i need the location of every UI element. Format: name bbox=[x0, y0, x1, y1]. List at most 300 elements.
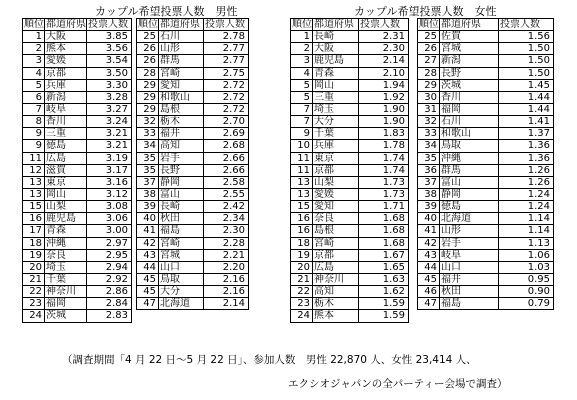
prefecture-cell: 和歌山 bbox=[159, 91, 204, 103]
votes-cell: 2.86 bbox=[87, 286, 132, 298]
votes-cell: 1.59 bbox=[359, 310, 409, 322]
rank-cell: 19 bbox=[23, 249, 45, 261]
votes-cell: 2.97 bbox=[87, 237, 132, 249]
prefecture-cell: 三重 bbox=[313, 91, 359, 103]
table-row bbox=[291, 31, 554, 43]
column-gap bbox=[409, 261, 418, 273]
rank-cell: 34 bbox=[418, 140, 440, 152]
column-gap bbox=[409, 249, 418, 261]
table-row bbox=[291, 79, 554, 91]
column-gap bbox=[409, 273, 418, 285]
prefecture-cell: 富山 bbox=[159, 188, 204, 200]
rank-cell: 16 bbox=[291, 225, 313, 237]
rank-cell: 26 bbox=[418, 43, 440, 55]
votes-cell: 2.20 bbox=[204, 261, 249, 273]
votes-cell: 1.24 bbox=[499, 188, 554, 200]
header-votes: 投票人数 bbox=[87, 19, 132, 31]
votes-cell: 2.95 bbox=[87, 249, 132, 261]
votes-cell: 1.14 bbox=[499, 225, 554, 237]
rank-cell: 47 bbox=[418, 298, 440, 310]
header-rank: 順位 bbox=[419, 19, 439, 31]
prefecture-cell: 岐阜 bbox=[440, 249, 499, 261]
votes-cell: 2.30 bbox=[204, 225, 249, 237]
rank-cell: 20 bbox=[23, 261, 45, 273]
prefecture-cell: 埼玉 bbox=[313, 103, 359, 115]
column-gap bbox=[409, 201, 418, 213]
votes-cell: 2.75 bbox=[204, 67, 249, 79]
prefecture-cell: 山口 bbox=[440, 261, 499, 273]
male-ranking-table bbox=[22, 18, 249, 323]
prefecture-cell: 山形 bbox=[159, 43, 204, 55]
table-row bbox=[23, 152, 249, 164]
rank-cell: 28 bbox=[137, 67, 159, 79]
rank-cell: 9 bbox=[291, 128, 313, 140]
empty-cell bbox=[137, 310, 159, 322]
votes-cell: 1.92 bbox=[359, 91, 409, 103]
votes-cell: 3.30 bbox=[87, 79, 132, 91]
table-row bbox=[291, 310, 554, 322]
prefecture-cell: 富山 bbox=[440, 176, 499, 188]
votes-cell: 1.90 bbox=[359, 116, 409, 128]
prefecture-cell: 大阪 bbox=[313, 43, 359, 55]
prefecture-cell: 徳島 bbox=[440, 201, 499, 213]
table-row bbox=[23, 164, 249, 176]
votes-cell: 2.72 bbox=[204, 79, 249, 91]
votes-cell: 3.16 bbox=[87, 176, 132, 188]
rank-cell: 21 bbox=[291, 273, 313, 285]
prefecture-cell: 熊本 bbox=[45, 43, 87, 55]
votes-cell: 1.74 bbox=[359, 152, 409, 164]
votes-cell: 1.90 bbox=[359, 103, 409, 115]
table-row bbox=[23, 67, 249, 79]
votes-cell: 0.79 bbox=[499, 298, 554, 310]
prefecture-cell: 鹿児島 bbox=[313, 55, 359, 67]
rank-cell: 10 bbox=[291, 140, 313, 152]
votes-cell: 2.69 bbox=[204, 128, 249, 140]
header-rank: 順位 bbox=[24, 19, 44, 31]
votes-cell: 1.67 bbox=[359, 249, 409, 261]
prefecture-cell: 宮崎 bbox=[159, 67, 204, 79]
prefecture-cell: 宮城 bbox=[440, 43, 499, 55]
rank-cell: 8 bbox=[23, 116, 45, 128]
column-gap bbox=[409, 213, 418, 225]
table-row bbox=[291, 237, 554, 249]
prefecture-cell: 岡山 bbox=[45, 188, 87, 200]
prefecture-cell: 京都 bbox=[313, 164, 359, 176]
votes-cell: 1.62 bbox=[359, 286, 409, 298]
votes-cell: 1.24 bbox=[499, 201, 554, 213]
rank-cell: 16 bbox=[291, 213, 313, 225]
votes-cell: 2.72 bbox=[204, 103, 249, 115]
votes-cell: 2.31 bbox=[359, 31, 409, 43]
column-gap bbox=[409, 67, 418, 79]
prefecture-cell: 岡山 bbox=[313, 79, 359, 91]
table-row bbox=[23, 213, 249, 225]
rank-cell: 17 bbox=[23, 225, 45, 237]
votes-cell: 1.26 bbox=[499, 176, 554, 188]
prefecture-cell: 福島 bbox=[440, 298, 499, 310]
votes-cell: 1.73 bbox=[359, 188, 409, 200]
prefecture-cell: 青森 bbox=[313, 67, 359, 79]
prefecture-cell: 岐阜 bbox=[45, 103, 87, 115]
prefecture-cell: 愛知 bbox=[313, 201, 359, 213]
votes-cell: 3.85 bbox=[87, 31, 132, 43]
female-table-title: カップル希望投票人数 女性 bbox=[354, 5, 497, 18]
rank-cell: 34 bbox=[137, 140, 159, 152]
votes-cell: 1.63 bbox=[359, 273, 409, 285]
table-row bbox=[23, 201, 249, 213]
table-row bbox=[291, 103, 554, 115]
rank-cell: 29 bbox=[418, 79, 440, 91]
prefecture-cell: 秋田 bbox=[159, 213, 204, 225]
rank-cell: 41 bbox=[418, 225, 440, 237]
rank-cell: 23 bbox=[291, 298, 313, 310]
rank-cell: 35 bbox=[418, 152, 440, 164]
female-ranking-table bbox=[290, 18, 554, 323]
table-row bbox=[291, 225, 554, 237]
prefecture-cell: 北海道 bbox=[159, 298, 204, 310]
rank-cell: 9 bbox=[23, 140, 45, 152]
male-table-title: カップル希望投票人数 男性 bbox=[95, 5, 238, 18]
votes-cell: 1.78 bbox=[359, 140, 409, 152]
column-gap bbox=[409, 298, 418, 310]
prefecture-cell: 長野 bbox=[159, 164, 204, 176]
votes-cell: 2.68 bbox=[204, 140, 249, 152]
table-row bbox=[23, 286, 249, 298]
votes-cell: 2.78 bbox=[204, 31, 249, 43]
prefecture-cell: 茨城 bbox=[440, 79, 499, 91]
votes-cell: 2.72 bbox=[204, 91, 249, 103]
prefecture-cell: 島根 bbox=[159, 103, 204, 115]
rank-cell: 7 bbox=[291, 103, 313, 115]
table-row bbox=[291, 55, 554, 67]
rank-cell: 15 bbox=[291, 201, 313, 213]
prefecture-cell: 高知 bbox=[313, 286, 359, 298]
rank-cell: 13 bbox=[23, 176, 45, 188]
votes-cell: 1.26 bbox=[499, 164, 554, 176]
column-gap bbox=[409, 140, 418, 152]
table-row bbox=[291, 152, 554, 164]
header-votes: 投票人数 bbox=[204, 19, 249, 31]
header-votes: 投票人数 bbox=[499, 19, 554, 31]
rank-cell: 2 bbox=[291, 43, 313, 55]
prefecture-cell: 高知 bbox=[159, 140, 204, 152]
column-gap bbox=[409, 19, 418, 31]
rank-cell: 28 bbox=[418, 67, 440, 79]
table-row bbox=[291, 249, 554, 261]
rank-cell: 38 bbox=[418, 188, 440, 200]
table-row bbox=[291, 176, 554, 188]
prefecture-cell: 宮崎 bbox=[313, 237, 359, 249]
table-row bbox=[291, 164, 554, 176]
votes-cell: 1.50 bbox=[499, 55, 554, 67]
rank-cell: 18 bbox=[23, 237, 45, 249]
prefecture-cell: 山梨 bbox=[45, 201, 87, 213]
table-row bbox=[23, 237, 249, 249]
table-row bbox=[23, 176, 249, 188]
votes-cell: 3.21 bbox=[87, 128, 132, 140]
votes-cell: 2.70 bbox=[204, 116, 249, 128]
votes-cell: 2.14 bbox=[359, 55, 409, 67]
votes-cell: 3.06 bbox=[87, 213, 132, 225]
votes-cell: 2.55 bbox=[204, 188, 249, 200]
prefecture-cell: 青森 bbox=[45, 225, 87, 237]
prefecture-cell: 千葉 bbox=[313, 128, 359, 140]
prefecture-cell: 愛媛 bbox=[45, 55, 87, 67]
rank-cell: 20 bbox=[291, 261, 313, 273]
rank-cell: 1 bbox=[291, 31, 313, 43]
table-row bbox=[291, 261, 554, 273]
rank-cell: 13 bbox=[23, 188, 45, 200]
prefecture-cell: 三重 bbox=[45, 128, 87, 140]
prefecture-cell: 福岡 bbox=[45, 298, 87, 310]
rank-cell: 42 bbox=[137, 237, 159, 249]
votes-cell: 1.73 bbox=[359, 176, 409, 188]
votes-cell: 1.37 bbox=[499, 128, 554, 140]
votes-cell: 2.83 bbox=[87, 310, 132, 322]
votes-cell: 2.21 bbox=[204, 249, 249, 261]
rank-cell: 43 bbox=[137, 249, 159, 261]
column-gap bbox=[409, 237, 418, 249]
prefecture-cell: 栃木 bbox=[159, 116, 204, 128]
votes-cell: 1.94 bbox=[359, 79, 409, 91]
prefecture-cell: 静岡 bbox=[159, 176, 204, 188]
rank-cell: 11 bbox=[291, 152, 313, 164]
prefecture-cell: 広島 bbox=[313, 261, 359, 273]
rank-cell: 32 bbox=[137, 116, 159, 128]
prefecture-cell: 石川 bbox=[440, 116, 499, 128]
prefecture-cell: 福井 bbox=[159, 128, 204, 140]
rank-cell: 37 bbox=[418, 176, 440, 188]
votes-cell: 1.68 bbox=[359, 225, 409, 237]
rank-cell: 35 bbox=[137, 164, 159, 176]
votes-cell: 2.30 bbox=[359, 43, 409, 55]
rank-cell: 29 bbox=[137, 103, 159, 115]
prefecture-cell: 長崎 bbox=[313, 31, 359, 43]
column-gap bbox=[409, 164, 418, 176]
rank-cell: 16 bbox=[23, 213, 45, 225]
prefecture-cell: 福岡 bbox=[440, 103, 499, 115]
prefecture-cell: 石川 bbox=[159, 31, 204, 43]
rank-cell: 23 bbox=[23, 298, 45, 310]
votes-cell: 3.08 bbox=[87, 201, 132, 213]
table-row bbox=[291, 67, 554, 79]
votes-cell: 3.19 bbox=[87, 152, 132, 164]
prefecture-cell: 山口 bbox=[159, 261, 204, 273]
votes-cell: 1.36 bbox=[499, 140, 554, 152]
table-row bbox=[291, 128, 554, 140]
table-row bbox=[23, 225, 249, 237]
column-gap bbox=[409, 225, 418, 237]
votes-cell: 2.16 bbox=[204, 286, 249, 298]
table-row bbox=[23, 91, 249, 103]
rank-cell: 30 bbox=[418, 91, 440, 103]
votes-cell: 3.54 bbox=[87, 55, 132, 67]
prefecture-cell: 愛知 bbox=[159, 79, 204, 91]
table-row bbox=[23, 273, 249, 285]
votes-cell: 3.17 bbox=[87, 164, 132, 176]
rank-cell: 4 bbox=[23, 67, 45, 79]
votes-cell: 1.59 bbox=[359, 298, 409, 310]
votes-cell: 2.77 bbox=[204, 43, 249, 55]
votes-cell: 2.66 bbox=[204, 152, 249, 164]
prefecture-cell: 佐賀 bbox=[440, 31, 499, 43]
table-row bbox=[23, 310, 249, 322]
votes-cell: 0.90 bbox=[499, 286, 554, 298]
prefecture-cell: 大阪 bbox=[45, 31, 87, 43]
rank-cell: 15 bbox=[23, 201, 45, 213]
prefecture-cell: 奈良 bbox=[45, 249, 87, 261]
prefecture-cell: 群馬 bbox=[159, 55, 204, 67]
votes-cell: 1.44 bbox=[499, 103, 554, 115]
rank-cell: 24 bbox=[23, 310, 45, 322]
prefecture-cell: 茨城 bbox=[45, 310, 87, 322]
header-prefecture: 都道府県 bbox=[313, 19, 359, 31]
prefecture-cell: 新潟 bbox=[440, 55, 499, 67]
column-gap bbox=[409, 286, 418, 298]
rank-cell: 47 bbox=[137, 298, 159, 310]
rank-cell: 18 bbox=[291, 237, 313, 249]
votes-cell: 1.83 bbox=[359, 128, 409, 140]
table-row bbox=[23, 249, 249, 261]
prefecture-cell: 北海道 bbox=[440, 213, 499, 225]
header-row bbox=[291, 19, 554, 31]
column-gap bbox=[409, 31, 418, 43]
votes-cell: 2.10 bbox=[359, 67, 409, 79]
rank-cell: 25 bbox=[418, 31, 440, 43]
votes-cell: 1.13 bbox=[499, 237, 554, 249]
prefecture-cell: 大分 bbox=[159, 286, 204, 298]
empty-cell bbox=[499, 310, 554, 322]
votes-cell: 1.74 bbox=[359, 164, 409, 176]
table-row bbox=[23, 188, 249, 200]
empty-cell bbox=[418, 310, 440, 322]
votes-cell: 3.28 bbox=[87, 91, 132, 103]
votes-cell: 3.50 bbox=[87, 67, 132, 79]
rank-cell: 39 bbox=[137, 201, 159, 213]
prefecture-cell: 福島 bbox=[159, 225, 204, 237]
rank-cell: 33 bbox=[418, 128, 440, 140]
header-row bbox=[23, 19, 249, 31]
rank-cell: 40 bbox=[418, 213, 440, 225]
column-gap bbox=[409, 43, 418, 55]
rank-cell: 43 bbox=[418, 249, 440, 261]
rank-cell: 27 bbox=[418, 55, 440, 67]
votes-cell: 1.14 bbox=[499, 213, 554, 225]
table-row bbox=[291, 91, 554, 103]
column-gap bbox=[409, 91, 418, 103]
prefecture-cell: 鳥取 bbox=[159, 273, 204, 285]
prefecture-cell: 秋田 bbox=[440, 286, 499, 298]
rank-cell: 39 bbox=[418, 201, 440, 213]
empty-cell bbox=[204, 310, 249, 322]
table-row bbox=[291, 286, 554, 298]
votes-cell: 1.50 bbox=[499, 67, 554, 79]
prefecture-cell: 和歌山 bbox=[440, 128, 499, 140]
table-row bbox=[23, 128, 249, 140]
table-row bbox=[291, 140, 554, 152]
prefecture-cell: 徳島 bbox=[45, 140, 87, 152]
prefecture-cell: 岩手 bbox=[159, 152, 204, 164]
prefecture-cell: 静岡 bbox=[440, 188, 499, 200]
table-row bbox=[23, 103, 249, 115]
table-row bbox=[291, 273, 554, 285]
votes-cell: 2.16 bbox=[204, 273, 249, 285]
votes-cell: 1.65 bbox=[359, 261, 409, 273]
prefecture-cell: 奈良 bbox=[313, 213, 359, 225]
votes-cell: 1.41 bbox=[499, 116, 554, 128]
prefecture-cell: 愛媛 bbox=[313, 188, 359, 200]
votes-cell: 1.44 bbox=[499, 91, 554, 103]
survey-note-line2: エクシオジャパンの全パーティー会場で調査） bbox=[288, 378, 508, 390]
rank-cell: 45 bbox=[137, 286, 159, 298]
rank-cell: 4 bbox=[291, 67, 313, 79]
rank-cell: 44 bbox=[137, 261, 159, 273]
votes-cell: 3.24 bbox=[87, 116, 132, 128]
votes-cell: 2.66 bbox=[204, 164, 249, 176]
column-gap bbox=[409, 176, 418, 188]
prefecture-cell: 東京 bbox=[45, 176, 87, 188]
rank-cell: 21 bbox=[23, 273, 45, 285]
rank-cell: 3 bbox=[291, 55, 313, 67]
rank-cell: 24 bbox=[291, 310, 313, 322]
rank-cell: 5 bbox=[291, 91, 313, 103]
votes-cell: 1.56 bbox=[499, 31, 554, 43]
rank-cell: 31 bbox=[418, 103, 440, 115]
rank-cell: 44 bbox=[418, 261, 440, 273]
prefecture-cell: 鹿児島 bbox=[45, 213, 87, 225]
rank-cell: 9 bbox=[23, 128, 45, 140]
rank-cell: 45 bbox=[418, 273, 440, 285]
table-row bbox=[23, 55, 249, 67]
votes-cell: 1.45 bbox=[499, 79, 554, 91]
prefecture-cell: 沖縄 bbox=[440, 152, 499, 164]
prefecture-cell: 長野 bbox=[440, 67, 499, 79]
prefecture-cell: 長崎 bbox=[159, 201, 204, 213]
rank-cell: 7 bbox=[291, 116, 313, 128]
votes-cell: 2.58 bbox=[204, 176, 249, 188]
rank-cell: 38 bbox=[137, 188, 159, 200]
votes-cell: 3.00 bbox=[87, 225, 132, 237]
prefecture-cell: 鳥取 bbox=[440, 140, 499, 152]
survey-note-line1: （調査期間「4 月 22 日～5 月 22 日」、参加人数 男性 22,870 人、女性 23,414 人、 bbox=[62, 354, 477, 366]
votes-cell: 3.27 bbox=[87, 103, 132, 115]
rank-cell: 41 bbox=[137, 225, 159, 237]
prefecture-cell: 群馬 bbox=[440, 164, 499, 176]
votes-cell: 1.50 bbox=[499, 43, 554, 55]
votes-cell: 1.68 bbox=[359, 237, 409, 249]
votes-cell: 2.94 bbox=[87, 261, 132, 273]
prefecture-cell: 香川 bbox=[440, 91, 499, 103]
table-row bbox=[23, 140, 249, 152]
votes-cell: 3.21 bbox=[87, 140, 132, 152]
prefecture-cell: 神奈川 bbox=[313, 273, 359, 285]
prefecture-cell: 大分 bbox=[313, 116, 359, 128]
column-gap bbox=[409, 128, 418, 140]
rank-cell: 29 bbox=[137, 91, 159, 103]
rank-cell: 33 bbox=[137, 128, 159, 140]
header-votes: 投票人数 bbox=[359, 19, 409, 31]
header-prefecture: 都道府県 bbox=[159, 19, 204, 31]
rank-cell: 6 bbox=[23, 91, 45, 103]
prefecture-cell: 沖縄 bbox=[45, 237, 87, 249]
votes-cell: 2.42 bbox=[204, 201, 249, 213]
prefecture-cell: 千葉 bbox=[45, 273, 87, 285]
rank-cell: 1 bbox=[23, 31, 45, 43]
rank-cell: 5 bbox=[23, 79, 45, 91]
votes-cell: 2.14 bbox=[204, 298, 249, 310]
column-gap bbox=[409, 310, 418, 322]
